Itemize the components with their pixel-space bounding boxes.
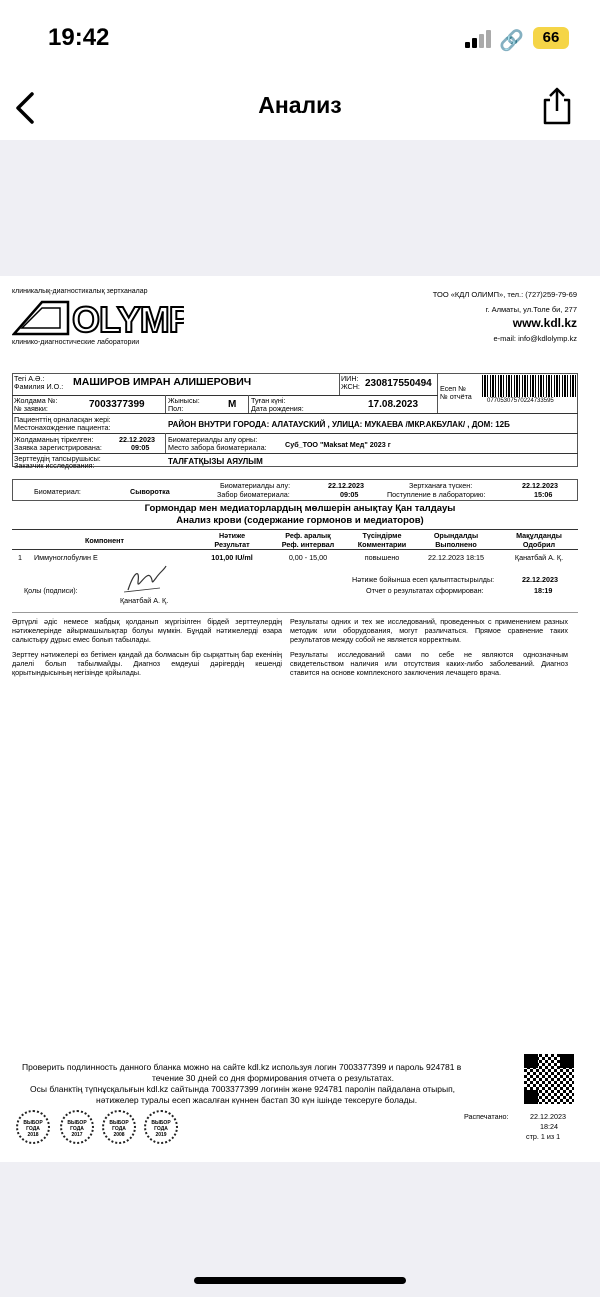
signer-name: Қанатбай А. Қ. [120, 596, 169, 605]
sex-label-ru: Пол: [168, 404, 184, 413]
signature-label: Қолы (подписи): [24, 586, 78, 595]
name-label-kz: Тегі А.Ә.: [14, 374, 45, 383]
row-comment: повышено [364, 553, 400, 562]
row-ref: 0,00 - 15,00 [288, 553, 328, 562]
badge-year: 2008 [113, 1131, 125, 1138]
award-badge-icon [102, 1110, 136, 1144]
report-barcode [482, 375, 576, 397]
analysis-title-ru: Анализ крови (содержание гормонов и медиаторов) [176, 515, 424, 526]
row-num: 1 [18, 553, 22, 562]
note-ru-2: Результаты исследований сами по себе не являются однозначным свидетельством наличия или отсутствия каких-либо заболеваний. Диагноз ставится на основе комплексного заключения лечащего врача. [290, 650, 568, 677]
customer-label-kz: Зерттеудің тапсырушысы: [14, 454, 101, 463]
analysis-document [0, 276, 600, 1162]
verification-qr-code[interactable] [524, 1054, 574, 1104]
page-number: стр. 1 из 1 [526, 1132, 561, 1141]
formed-date: 22.12.2023 [522, 575, 558, 584]
registered-label-kz: Жолдаманың тіркелген: [14, 435, 94, 444]
badge-top: ВЫБОР [151, 1120, 171, 1126]
biomaterial-label: Биоматериал: [34, 487, 81, 496]
share-button[interactable] [540, 86, 574, 126]
lab-logo [12, 298, 184, 338]
row-result: 101,00 IU/ml [211, 553, 253, 562]
patient-name: МАШИРОВ ИМРАН АЛИШЕРОВИЧ [73, 376, 252, 388]
status-bar [0, 0, 600, 80]
verify-ru-line1: Проверить подлинность данного бланка можно на сайте kdl.kz используя логин 7003377399 и пароль 924781 в [22, 1062, 462, 1072]
sex-label-kz: Жынысы: [168, 396, 200, 405]
biomaterial-row [12, 479, 578, 501]
share-icon [540, 86, 574, 126]
col-result-ru: Результат [214, 540, 250, 549]
nav-bar [0, 80, 600, 140]
name-label-ru: Фамилия И.О.: [14, 382, 64, 391]
home-indicator[interactable] [194, 1277, 406, 1284]
row-approved: Қанатбай А. Қ. [514, 553, 564, 562]
award-badge-icon [144, 1110, 178, 1144]
printed-time: 18:24 [540, 1122, 558, 1131]
company-site[interactable]: www.kdl.kz [512, 316, 577, 330]
company-address: г. Алматы, ул.Толе би, 277 [485, 305, 577, 314]
take-label-kz: Биоматериалды алу: [220, 481, 291, 490]
page-title: Анализ [258, 92, 342, 118]
printed-date: 22.12.2023 [530, 1112, 566, 1121]
printed-label: Распечатано: [464, 1112, 509, 1121]
barcode-number: 07705307570224733595 [487, 398, 554, 404]
company-info: ТОО «КДЛ ОЛИМП», тел.: (727)259-79-69 [432, 290, 577, 299]
row-done: 22.12.2023 18:15 [428, 553, 484, 562]
report-label-ru: № отчёта [440, 392, 472, 401]
signature-image [120, 562, 170, 596]
formed-time: 18:19 [534, 586, 553, 595]
registered-time: 09:05 [131, 443, 150, 452]
col-done-kz: Орындалды [433, 531, 479, 540]
badge-mid: ГОДА [26, 1125, 40, 1132]
patient-location: РАЙОН ВНУТРИ ГОРОДА: АЛАТАУСКИЙ , УЛИЦА: МУКАЕВА /МКР.АКБУЛАК/ , ДОМ: 12Б [168, 420, 510, 429]
location-label-ru: Местонахождение пациента: [14, 423, 111, 432]
award-badge-icon [16, 1110, 50, 1144]
signal-icon [465, 30, 491, 48]
take-label-ru: Забор биоматериала: [217, 490, 290, 499]
order-label-kz: Жолдама №: [14, 396, 58, 405]
company-email[interactable]: e-mail: info@kdlolymp.kz [493, 334, 577, 343]
status-time: 19:42 [48, 24, 110, 51]
col-result-kz: Нәтиже [218, 531, 246, 540]
badge-top: ВЫБОР [67, 1120, 87, 1126]
biomaterial-value: Сыворотка [130, 487, 170, 496]
dob-label-ru: Дата рождения: [251, 404, 304, 413]
badge-mid: ГОДА [70, 1125, 84, 1132]
received-label-kz: Зертханаға түскен: [409, 481, 473, 490]
lab-name-ru: клинико-диагностические лаборатории [12, 339, 140, 346]
location-label-kz: Пациенттің орналасқан жері: [14, 415, 111, 424]
dob-label-kz: Туған күні: [251, 396, 286, 405]
lab-name-kz: клиникалық-диагностикалық зертханалар [12, 288, 148, 295]
badge-mid: ГОДА [154, 1125, 168, 1132]
badge-year: 2019 [155, 1131, 167, 1138]
badge-year: 2018 [27, 1131, 39, 1138]
badge-top: ВЫБОР [109, 1120, 129, 1126]
registered-date: 22.12.2023 [119, 435, 155, 444]
olymp-logo-icon [12, 298, 184, 338]
logo-text: OLYMP [72, 299, 184, 338]
bio-place-label-kz: Биоматериалды алу орны: [168, 435, 258, 444]
formed-label-ru: Отчет о результатах сформирован: [366, 586, 484, 595]
col-component: Компонент [85, 536, 124, 545]
note-ru-1: Результаты одних и тех же исследований, проведенных с применением разных методик или оборудования, могут различаться. Прямое сравнение таких результатов между собой не является корректным. [290, 617, 568, 644]
customer-name: ТАЛҒАТҚЫЗЫ АЯУЛЫМ [168, 457, 263, 466]
note-kz-1: Әртүрлі әдіс немесе жабдық қолданып жүргізілген бірдей зерттеулердің нәтижелерінде айырмашылықтар болуы мүмкін. Бұндай нәтижелерді өзара салыстыру дұрыс емес болып табылады. [12, 617, 282, 644]
patient-iin: 230817550494 [365, 378, 432, 389]
patient-sex: М [228, 399, 237, 410]
take-time: 09:05 [340, 490, 359, 499]
registered-label-ru: Заявка зарегистрирована: [14, 443, 102, 452]
take-date: 22.12.2023 [328, 481, 364, 490]
order-label-ru: № заявки: [14, 404, 48, 413]
col-approved-ru: Одобрил [522, 540, 556, 549]
col-comment-ru: Комментарии [357, 540, 407, 549]
bio-place-label-ru: Место забора биоматериала: [168, 443, 267, 452]
badge-year: 2017 [71, 1131, 83, 1138]
iin-label-ru: ЖСН: [341, 382, 360, 391]
verify-ru-line2: течение 30 дней со дня формирования отчета о результатах. [152, 1073, 394, 1083]
row-component: Иммуноглобулин Е [34, 553, 98, 562]
customer-label-ru: Заказчик исследования: [14, 461, 95, 470]
battery-indicator: 66 [533, 27, 569, 49]
received-time: 15:06 [534, 490, 553, 499]
received-date: 22.12.2023 [522, 481, 558, 490]
bio-place: Суб_ТОО "Maksat Мед" 2023 г [285, 440, 391, 449]
patient-dob: 17.08.2023 [368, 399, 419, 410]
badge-mid: ГОДА [112, 1125, 126, 1132]
badge-top: ВЫБОР [23, 1120, 43, 1126]
verify-kz-line1: Осы бланктің түпнұсқалығын kdl.kz сайтында 7003377399 логинін және 924781 паролін пайдалана отырып, [30, 1084, 456, 1094]
col-ref-kz: Реф. аралық [285, 531, 331, 540]
verify-kz-line2: нәтижелер туралы есеп жасалған күннен бастап 30 күн ішінде тексеруге болады. [96, 1095, 418, 1105]
analysis-title-kz: Гормондар мен медиаторлардың мөлшерін анықтау Қан талдауы [144, 503, 456, 514]
col-ref-ru: Реф. интервал [281, 540, 335, 549]
order-number: 7003377399 [89, 399, 145, 410]
link-icon: 🔗 [499, 30, 524, 52]
col-comment-kz: Түсіндірме [362, 531, 402, 540]
col-done-ru: Выполнено [435, 540, 477, 549]
note-kz-2: Зерттеу нәтижелері өз бетімен қандай да болмасын бір сырқаттың бар екенінің дәлелі болып табылмайды. Диагноз емдеуші дәрігердің кешенді қорытындысының негізінде қойылады. [12, 650, 282, 677]
award-badge-icon [60, 1110, 94, 1144]
formed-label-kz: Нәтиже бойынша есеп қалыптастырылды: [352, 575, 495, 584]
col-approved-kz: Мақұлданды [516, 531, 562, 540]
iin-label-kz: ИИН: [341, 374, 359, 383]
report-label-kz: Есеп № [440, 384, 466, 393]
received-label-ru: Поступление в лабораторию: [387, 490, 486, 499]
